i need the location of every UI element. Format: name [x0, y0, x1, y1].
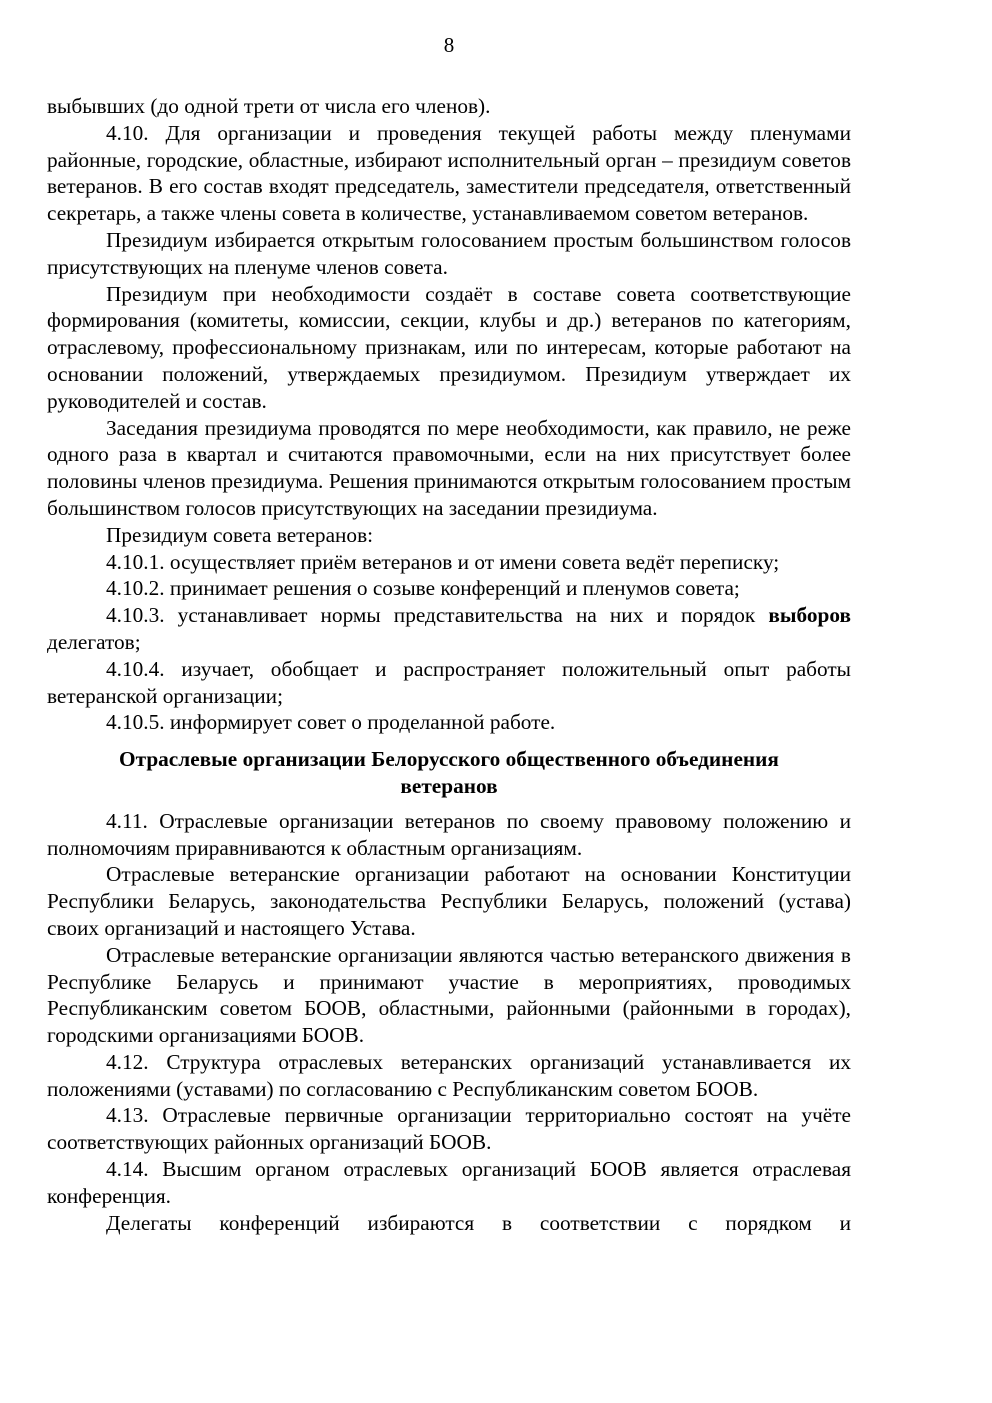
paragraph-4-10-3-start: 4.10.3. устанавливает нормы представительства на них и порядок [106, 603, 769, 628]
paragraph-presidium-election: Президиум избирается открытым голосованием простым большинством голосов присутствующих на пленуме членов совета. [47, 227, 851, 279]
paragraph-4-10-2: 4.10.2. принимает решения о созыве конференций и пленумов совета; [106, 576, 740, 601]
paragraph-4-14: 4.14. Высшим органом отраслевых организаций БООВ является отраслевая конференция. [47, 1157, 851, 1208]
document-body [47, 93, 851, 1236]
paragraph-4-10-3-end: делегатов; [47, 629, 141, 654]
paragraph-4-10-1: 4.10.1. осуществляет приём ветеранов и от имени совета ведёт переписку; [106, 549, 780, 574]
paragraph-presidium-meetings: Заседания президиума проводятся по мере необходимости, как правило, не реже одного раза в квартал и считаются правомочными, если на них присутствует более половины членов президиума. Решения принимаются открытым голосованием простым большинством голосов присутствующих на заседании президиума. [47, 415, 851, 520]
page-number: 8 [443, 33, 455, 57]
paragraph-delegates: Делегаты конференций избираются в соответствии с порядком и [106, 1210, 851, 1235]
section-heading [47, 746, 851, 800]
section-heading-line-2: ветеранов [400, 773, 498, 798]
paragraph-presidium-duties-intro: Президиум совета ветеранов: [106, 522, 374, 547]
paragraph-continuation: выбывших (до одной трети от числа его членов). [47, 94, 491, 118]
paragraph-4-11: 4.11. Отраслевые организации ветеранов по своему правовому положению и полномочиям приравниваются к областным организациям. [47, 808, 851, 860]
paragraph-4-10-3 [47, 602, 851, 656]
paragraph-sector-participation: Отраслевые ветеранские организации являются частью ветеранского движения в Республике Беларусь и принимают участие в мероприятиях, проводимых Республиканским советом БООВ, областными, районными (районными в городах), городскими организациями БООВ. [47, 942, 851, 1048]
paragraph-4-10-5: 4.10.5. информирует совет о проделанной работе. [106, 710, 556, 735]
paragraph-presidium-formations: Президиум при необходимости создаёт в составе совета соответствующие формирования (комитеты, комиссии, секции, клубы и др.) ветеранов по категориям, отраслевому, профессиональному признакам, или по интересам, которые работают на основании положений, утверждаемых президиумом. Президиум утверждает их руководителей и состав. [47, 281, 851, 413]
section-heading-line-1: Отраслевые организации Белорусского общественного объединения [119, 747, 779, 772]
paragraph-sector-legal-basis: Отраслевые ветеранские организации работают на основании Конституции Республики Беларусь, законодательства Республики Беларусь, положений (устава) своих организаций и настоящего Устава. [47, 862, 851, 940]
paragraph-4-10: 4.10. Для организации и проведения текущей работы между пленумами районные, городские, областные, избирают исполнительный орган – президиум советов ветеранов. В его состав входят председатель, заместители председателя, ответственный секретарь, а также члены совета в количестве, устанавливаемом советом ветеранов. [47, 120, 851, 226]
paragraph-4-10-3-bold: выборов [768, 603, 851, 628]
paragraph-4-13: 4.13. Отраслевые первичные организации территориально состоят на учёте соответствующих районных организаций БООВ. [47, 1103, 851, 1155]
paragraph-4-12: 4.12. Структура отраслевых ветеранских организаций устанавливается их положениями (уставами) по согласованию с Республиканским советом БООВ. [47, 1049, 851, 1101]
paragraph-4-10-4: 4.10.4. изучает, обобщает и распространяет положительный опыт работы ветеранской организации; [47, 656, 851, 708]
